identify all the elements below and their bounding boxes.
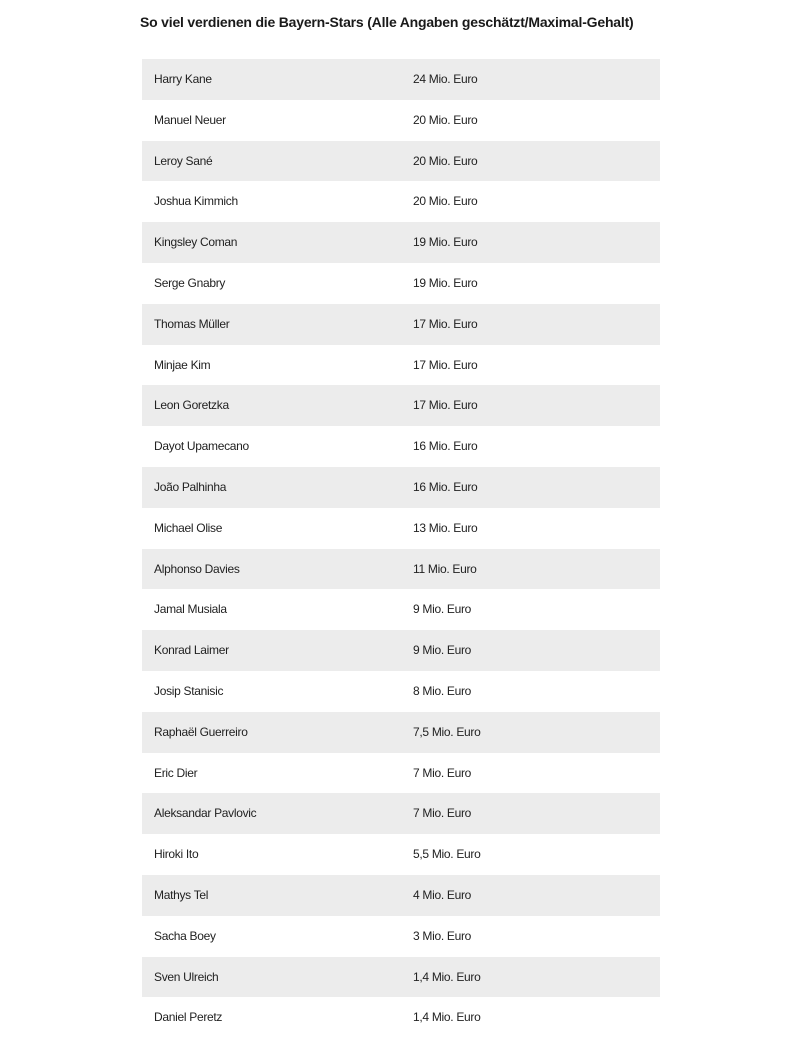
page-title: So viel verdienen die Bayern-Stars (Alle Angaben geschätzt/Maximal-Gehalt) — [140, 14, 634, 30]
table-row — [142, 630, 660, 671]
player-name: Dayot Upamecano — [154, 439, 249, 454]
player-salary: 11 Mio. Euro — [413, 561, 477, 576]
player-salary: 24 Mio. Euro — [413, 72, 478, 86]
player-salary: 7,5 Mio. Euro — [413, 724, 481, 739]
player-name: Mathys Tel — [154, 887, 209, 902]
player-salary: 3 Mio. Euro — [413, 928, 472, 943]
player-salary: 19 Mio. Euro — [413, 275, 478, 290]
player-salary: 20 Mio. Euro — [413, 153, 478, 168]
table-row — [142, 467, 660, 508]
player-salary: 4 Mio. Euro — [413, 887, 472, 902]
player-name: Daniel Peretz — [154, 1010, 223, 1025]
table-row — [142, 304, 660, 345]
player-name: João Palhinha — [154, 479, 227, 494]
table-row — [142, 712, 660, 753]
player-name: Raphaël Guerreiro — [154, 724, 248, 739]
player-salary: 20 Mio. Euro — [413, 194, 478, 209]
player-name: Manuel Neuer — [154, 112, 226, 127]
player-name: Minjae Kim — [154, 357, 211, 372]
table-row — [142, 59, 660, 100]
player-name: Sacha Boey — [154, 928, 216, 943]
player-name: Serge Gnabry — [154, 275, 226, 290]
player-salary: 19 Mio. Euro — [413, 235, 478, 250]
table-row — [142, 957, 660, 998]
table-row — [142, 100, 660, 141]
table-row — [142, 508, 660, 549]
player-salary: 16 Mio. Euro — [413, 479, 478, 494]
player-name: Thomas Müller — [154, 316, 230, 331]
player-salary: 9 Mio. Euro — [413, 602, 472, 617]
table-row — [142, 875, 660, 916]
player-salary: 7 Mio. Euro — [413, 765, 472, 780]
player-name: Joshua Kimmich — [154, 194, 238, 209]
table-row — [142, 263, 660, 304]
player-salary: 16 Mio. Euro — [413, 439, 478, 454]
player-salary: 17 Mio. Euro — [413, 398, 478, 413]
table-row — [142, 426, 660, 467]
player-salary: 20 Mio. Euro — [413, 112, 478, 127]
table-row — [142, 549, 660, 590]
salary-table-body — [142, 59, 660, 1038]
table-row — [142, 753, 660, 794]
player-name: Kingsley Coman — [154, 235, 238, 250]
player-name: Sven Ulreich — [154, 969, 219, 984]
player-salary: 7 Mio. Euro — [413, 806, 472, 821]
player-name: Aleksandar Pavlovic — [154, 806, 257, 821]
table-row — [142, 793, 660, 834]
player-name: Konrad Laimer — [154, 643, 229, 658]
table-row — [142, 916, 660, 957]
player-name: Michael Olise — [154, 520, 223, 535]
table-row — [142, 834, 660, 875]
player-salary: 8 Mio. Euro — [413, 683, 472, 698]
player-name: Harry Kane — [154, 72, 212, 86]
player-salary: 1,4 Mio. Euro — [413, 969, 481, 984]
player-salary: 5,5 Mio. Euro — [413, 847, 481, 862]
table-row — [142, 671, 660, 712]
player-salary: 17 Mio. Euro — [413, 357, 478, 372]
player-salary: 9 Mio. Euro — [413, 643, 472, 658]
table-row — [142, 141, 660, 182]
table-row — [142, 385, 660, 426]
player-name: Eric Dier — [154, 765, 198, 780]
table-row — [142, 345, 660, 386]
player-salary: 1,4 Mio. Euro — [413, 1010, 481, 1025]
player-name: Leroy Sané — [154, 153, 213, 168]
table-row — [142, 181, 660, 222]
table-row — [142, 222, 660, 263]
player-name: Josip Stanisic — [154, 683, 224, 698]
player-name: Hiroki Ito — [154, 847, 199, 862]
table-row — [142, 589, 660, 630]
salary-table — [142, 59, 660, 1038]
player-name: Leon Goretzka — [154, 398, 229, 413]
player-salary: 17 Mio. Euro — [413, 316, 478, 331]
player-name: Alphonso Davies — [154, 561, 240, 576]
table-row — [142, 997, 660, 1038]
player-salary: 13 Mio. Euro — [413, 520, 478, 535]
player-name: Jamal Musiala — [154, 602, 227, 617]
